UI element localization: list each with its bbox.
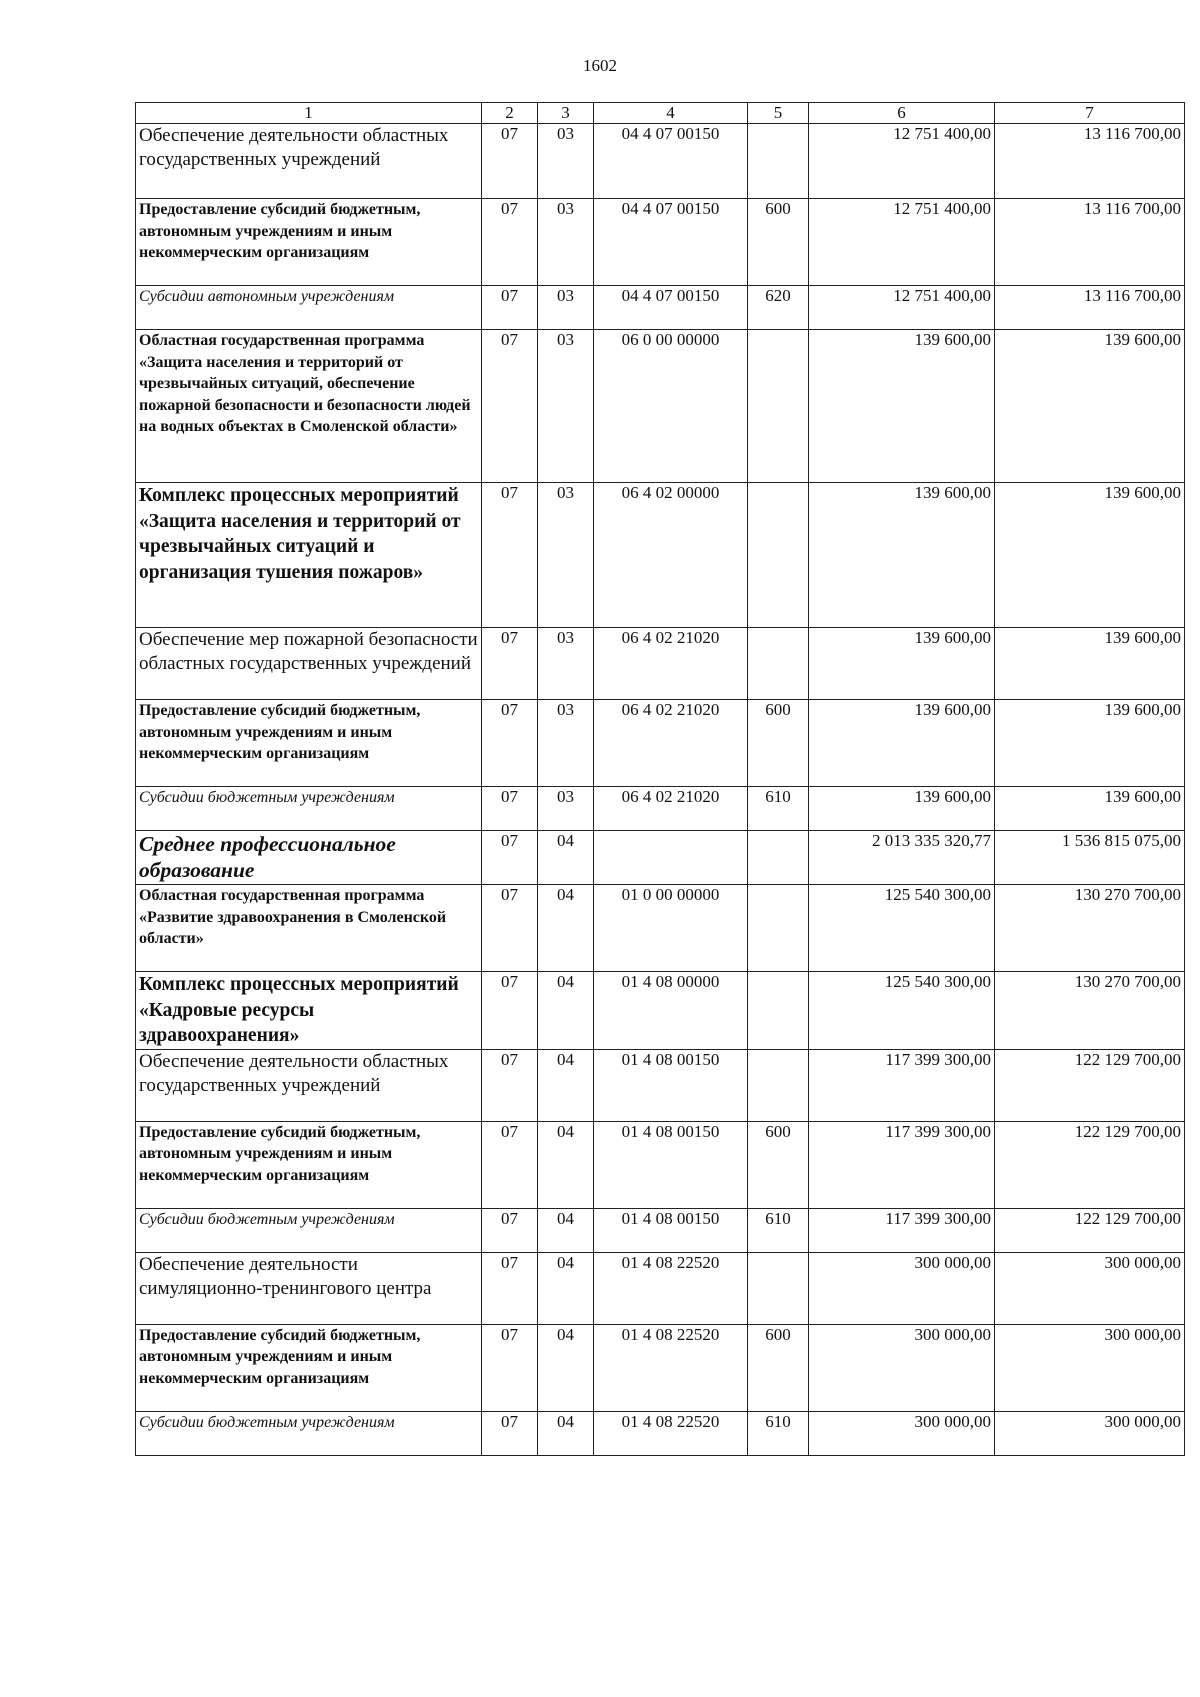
- row-expense-type: [748, 628, 809, 700]
- row-expense-type: [748, 1252, 809, 1324]
- col-header-3: 3: [538, 103, 594, 124]
- table-row: [136, 286, 1185, 330]
- row-subsection: 04: [538, 972, 594, 1050]
- table-row: [136, 972, 1185, 1050]
- row-expense-type: [748, 1049, 809, 1121]
- row-name: Обеспечение деятельности областных государственных учреждений: [136, 124, 482, 199]
- row-name: Обеспечение деятельности симуляционно-тренингового центра: [136, 1252, 482, 1324]
- row-amount-year2: 300 000,00: [995, 1252, 1185, 1324]
- row-section: 07: [482, 787, 538, 831]
- row-target-article: 01 4 08 00150: [594, 1121, 748, 1208]
- row-amount-year2: 300 000,00: [995, 1324, 1185, 1411]
- row-expense-type: 620: [748, 286, 809, 330]
- row-section: 07: [482, 124, 538, 199]
- row-target-article: 01 4 08 00150: [594, 1049, 748, 1121]
- row-amount-year2: 1 536 815 075,00: [995, 831, 1185, 885]
- row-amount-year1: 300 000,00: [809, 1252, 995, 1324]
- row-target-article: 06 4 02 21020: [594, 787, 748, 831]
- row-amount-year1: 12 751 400,00: [809, 199, 995, 286]
- row-subsection: 03: [538, 330, 594, 483]
- row-section: 07: [482, 330, 538, 483]
- row-amount-year1: 300 000,00: [809, 1411, 995, 1455]
- row-name: Комплекс процессных мероприятий «Кадровые ресурсы здравоохранения»: [136, 972, 482, 1050]
- row-amount-year2: 122 129 700,00: [995, 1049, 1185, 1121]
- row-amount-year2: 139 600,00: [995, 628, 1185, 700]
- row-subsection: 03: [538, 700, 594, 787]
- row-name: Предоставление субсидий бюджетным, автономным учреждениям и иным некоммерческим организациям: [136, 700, 482, 787]
- row-amount-year1: 125 540 300,00: [809, 885, 995, 972]
- row-section: 07: [482, 1208, 538, 1252]
- table-row: [136, 831, 1185, 885]
- row-expense-type: [748, 483, 809, 628]
- row-section: 07: [482, 1121, 538, 1208]
- row-amount-year1: 139 600,00: [809, 628, 995, 700]
- row-subsection: 03: [538, 628, 594, 700]
- row-amount-year2: 122 129 700,00: [995, 1121, 1185, 1208]
- row-amount-year2: 122 129 700,00: [995, 1208, 1185, 1252]
- row-subsection: 04: [538, 831, 594, 885]
- table-row: [136, 483, 1185, 628]
- row-expense-type: [748, 885, 809, 972]
- row-amount-year2: 139 600,00: [995, 483, 1185, 628]
- table-row: [136, 1208, 1185, 1252]
- row-name: Обеспечение деятельности областных государственных учреждений: [136, 1049, 482, 1121]
- row-target-article: 01 0 00 00000: [594, 885, 748, 972]
- row-amount-year1: 12 751 400,00: [809, 124, 995, 199]
- row-name: Комплекс процессных мероприятий «Защита населения и территорий от чрезвычайных ситуаций и организация тушения пожаров»: [136, 483, 482, 628]
- row-amount-year1: 117 399 300,00: [809, 1208, 995, 1252]
- row-amount-year2: 130 270 700,00: [995, 972, 1185, 1050]
- row-subsection: 04: [538, 1208, 594, 1252]
- row-target-article: 04 4 07 00150: [594, 199, 748, 286]
- row-target-article: 06 4 02 21020: [594, 628, 748, 700]
- table-header: [136, 103, 1185, 124]
- col-header-6: 6: [809, 103, 995, 124]
- budget-table: [135, 102, 1185, 1456]
- row-section: 07: [482, 483, 538, 628]
- row-expense-type: [748, 972, 809, 1050]
- row-name: Предоставление субсидий бюджетным, автономным учреждениям и иным некоммерческим организациям: [136, 1324, 482, 1411]
- row-expense-type: [748, 124, 809, 199]
- page-number: 1602: [583, 56, 617, 75]
- row-section: 07: [482, 199, 538, 286]
- row-amount-year1: 139 600,00: [809, 330, 995, 483]
- row-section: 07: [482, 831, 538, 885]
- row-amount-year1: 117 399 300,00: [809, 1049, 995, 1121]
- row-target-article: 01 4 08 22520: [594, 1411, 748, 1455]
- row-target-article: 06 4 02 21020: [594, 700, 748, 787]
- row-expense-type: [748, 330, 809, 483]
- row-subsection: 04: [538, 1049, 594, 1121]
- row-subsection: 04: [538, 1411, 594, 1455]
- row-expense-type: 600: [748, 700, 809, 787]
- row-expense-type: 610: [748, 787, 809, 831]
- row-target-article: [594, 831, 748, 885]
- row-name: Областная государственная программа «Развитие здравоохранения в Смоленской области»: [136, 885, 482, 972]
- row-section: 07: [482, 1049, 538, 1121]
- row-amount-year2: 13 116 700,00: [995, 199, 1185, 286]
- row-target-article: 06 4 02 00000: [594, 483, 748, 628]
- row-name: Областная государственная программа «Защита населения и территорий от чрезвычайных ситуаций, обеспечение пожарной безопасности и безопасности людей на водных объектах в Смоленской области»: [136, 330, 482, 483]
- row-name: Предоставление субсидий бюджетным, автономным учреждениям и иным некоммерческим организациям: [136, 1121, 482, 1208]
- row-amount-year1: 139 600,00: [809, 700, 995, 787]
- table-row: [136, 885, 1185, 972]
- row-amount-year1: 139 600,00: [809, 483, 995, 628]
- col-header-4: 4: [594, 103, 748, 124]
- row-section: 07: [482, 1324, 538, 1411]
- row-amount-year2: 130 270 700,00: [995, 885, 1185, 972]
- table-row: [136, 199, 1185, 286]
- col-header-5: 5: [748, 103, 809, 124]
- row-target-article: 01 4 08 00150: [594, 1208, 748, 1252]
- table-row: [136, 1324, 1185, 1411]
- row-section: 07: [482, 1411, 538, 1455]
- row-target-article: 06 0 00 00000: [594, 330, 748, 483]
- row-amount-year1: 2 013 335 320,77: [809, 831, 995, 885]
- row-amount-year1: 300 000,00: [809, 1324, 995, 1411]
- row-section: 07: [482, 885, 538, 972]
- row-section: 07: [482, 286, 538, 330]
- table-row: [136, 1252, 1185, 1324]
- row-amount-year1: 117 399 300,00: [809, 1121, 995, 1208]
- row-section: 07: [482, 972, 538, 1050]
- row-amount-year1: 125 540 300,00: [809, 972, 995, 1050]
- row-subsection: 03: [538, 787, 594, 831]
- row-target-article: 01 4 08 22520: [594, 1252, 748, 1324]
- row-section: 07: [482, 700, 538, 787]
- row-subsection: 04: [538, 885, 594, 972]
- col-header-2: 2: [482, 103, 538, 124]
- table-body: [136, 124, 1185, 1456]
- row-name: Субсидии бюджетным учреждениям: [136, 787, 482, 831]
- row-name: Субсидии автономным учреждениям: [136, 286, 482, 330]
- row-section: 07: [482, 1252, 538, 1324]
- row-expense-type: 610: [748, 1411, 809, 1455]
- row-amount-year2: 13 116 700,00: [995, 124, 1185, 199]
- row-name: Среднее профессиональное образование: [136, 831, 482, 885]
- row-amount-year2: 139 600,00: [995, 700, 1185, 787]
- row-name: Предоставление субсидий бюджетным, автономным учреждениям и иным некоммерческим организациям: [136, 199, 482, 286]
- row-subsection: 03: [538, 199, 594, 286]
- table-row: [136, 1049, 1185, 1121]
- row-amount-year2: 139 600,00: [995, 330, 1185, 483]
- row-amount-year1: 12 751 400,00: [809, 286, 995, 330]
- table-row: [136, 628, 1185, 700]
- row-name: Субсидии бюджетным учреждениям: [136, 1411, 482, 1455]
- row-name: Обеспечение мер пожарной безопасности областных государственных учреждений: [136, 628, 482, 700]
- col-header-7: 7: [995, 103, 1185, 124]
- row-expense-type: 610: [748, 1208, 809, 1252]
- table-row: [136, 1121, 1185, 1208]
- row-section: 07: [482, 628, 538, 700]
- row-target-article: 01 4 08 22520: [594, 1324, 748, 1411]
- table-row: [136, 787, 1185, 831]
- row-target-article: 01 4 08 00000: [594, 972, 748, 1050]
- row-amount-year2: 139 600,00: [995, 787, 1185, 831]
- row-expense-type: 600: [748, 199, 809, 286]
- row-subsection: 04: [538, 1324, 594, 1411]
- table-row: [136, 700, 1185, 787]
- row-subsection: 03: [538, 483, 594, 628]
- row-subsection: 04: [538, 1252, 594, 1324]
- row-subsection: 03: [538, 124, 594, 199]
- table-row: [136, 330, 1185, 483]
- row-amount-year2: 300 000,00: [995, 1411, 1185, 1455]
- row-name: Субсидии бюджетным учреждениям: [136, 1208, 482, 1252]
- table-row: [136, 124, 1185, 199]
- row-target-article: 04 4 07 00150: [594, 286, 748, 330]
- row-expense-type: 600: [748, 1121, 809, 1208]
- header-row: [136, 103, 1185, 124]
- row-expense-type: [748, 831, 809, 885]
- table-row: [136, 1411, 1185, 1455]
- col-header-1: 1: [136, 103, 482, 124]
- row-target-article: 04 4 07 00150: [594, 124, 748, 199]
- row-subsection: 04: [538, 1121, 594, 1208]
- row-amount-year2: 13 116 700,00: [995, 286, 1185, 330]
- row-amount-year1: 139 600,00: [809, 787, 995, 831]
- row-subsection: 03: [538, 286, 594, 330]
- row-expense-type: 600: [748, 1324, 809, 1411]
